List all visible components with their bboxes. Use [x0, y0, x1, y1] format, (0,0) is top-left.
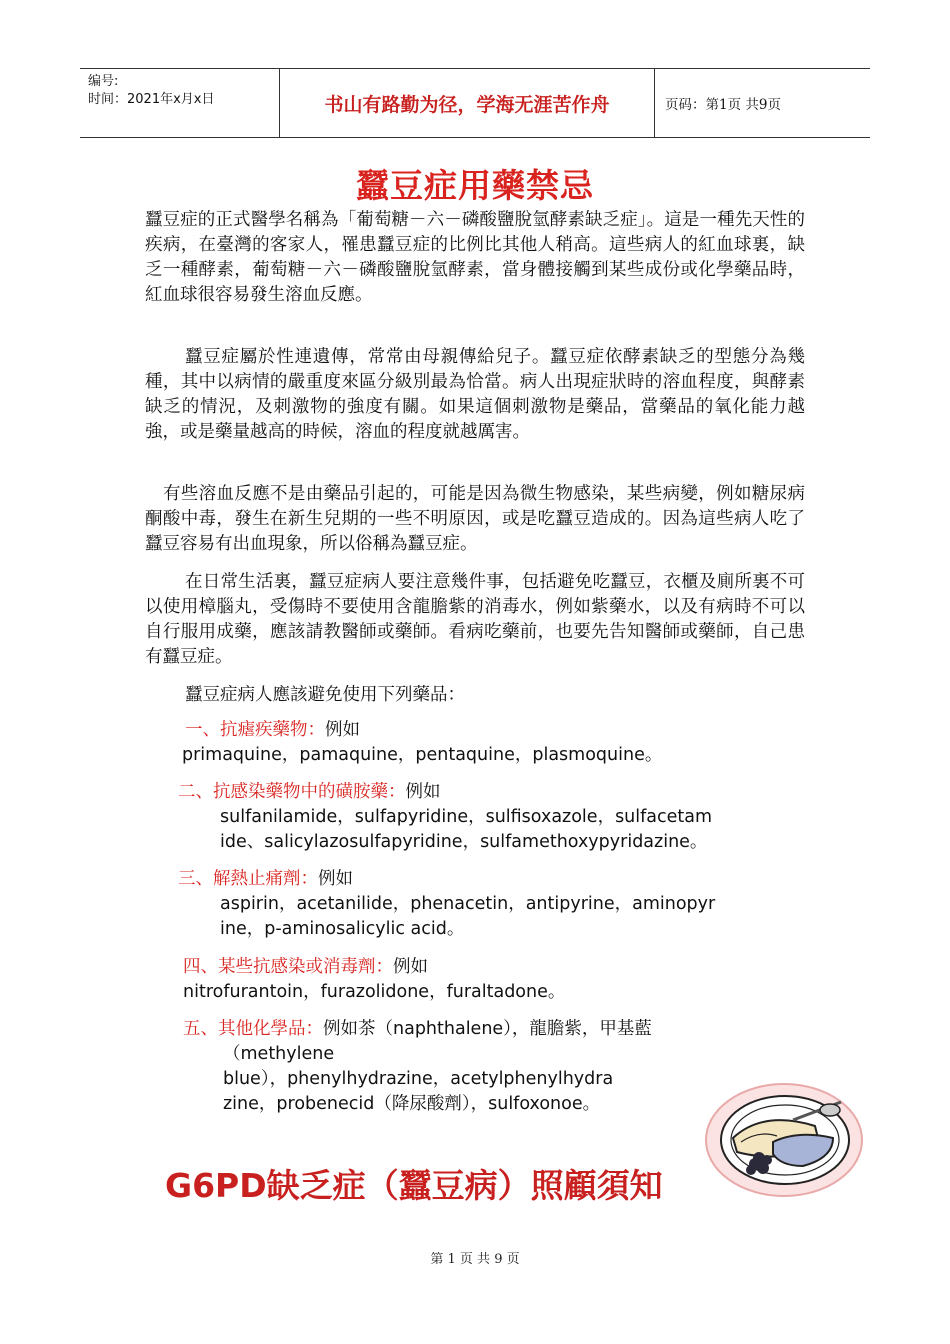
paragraph-inheritance: 蠶豆症屬於性連遺傳，常常由母親傳給兒子。蠶豆症依酵素缺乏的型態分為幾種，其中以病情的嚴重度來區分級別最為恰當。病人出現症狀時的溶血程度，與酵素缺乏的情況，及刺激物的強度有關。如果這個刺激物是藥品，當藥品的氧化能力越強，或是藥量越高的時候，溶血的程度就越厲害。 — [145, 347, 805, 442]
drug-item-antimalarial — [182, 718, 663, 768]
drug-item-examples: aspirin，acetanilide，phenacetin，antipyrine，aminopyr — [220, 894, 716, 914]
paragraph-other-causes: 有些溶血反應不是由藥品引起的，可能是因為微生物感染，某些病變，例如糖尿病酮酸中毒，發生在新生兒期的一些不明原因，或是吃蠶豆造成的。因為這些病人吃了蠶豆容易有出血現象，所以俗稱為蠶豆症。 — [145, 484, 805, 554]
drug-item-label: 四、某些抗感染或消毒劑： — [183, 957, 393, 977]
page-title: 蠶豆症用藥禁忌 — [356, 166, 594, 205]
drug-item-examples: ide、salicylazosulfapyridine，sulfamethoxypyridazine。 — [220, 832, 708, 852]
drug-item-label: 五、其他化學品： — [183, 1019, 323, 1039]
berry — [746, 1165, 756, 1175]
g6pd-subtitle: G6PD缺乏症（蠶豆病）照顧須知 — [165, 1166, 663, 1205]
drug-item-examples: （methylene — [223, 1044, 335, 1064]
drug-item-label: 三、解熱止痛劑： — [178, 869, 318, 889]
paragraph-definition: 蠶豆症的正式醫學名稱為「葡萄糖－六－磷酸鹽脫氫酵素缺乏症」。這是一種先天性的疾病，在臺灣的客家人，罹患蠶豆症的比例比其他人稍高。這些病人的紅血球裏，缺乏一種酵素，葡萄糖－六－磷酸鹽脫氫酵素，當身體接觸到某些成份或化學藥品時，紅血球很容易發生溶血反應。 — [145, 210, 805, 305]
drug-item-examples: zine，probenecid（降尿酸劑），sulfoxonoe。 — [223, 1094, 601, 1114]
spoon — [820, 1104, 840, 1116]
drug-item-examples: nitrofurantoin，furazolidone，furaltadone。 — [183, 982, 566, 1002]
drug-item-prefix: 例如 — [393, 957, 428, 977]
paragraph-daily-care: 在日常生活裏，蠶豆症病人要注意幾件事，包括避免吃蠶豆，衣櫃及廁所裏不可以使用樟腦丸，受傷時不要使用含龍膽紫的消毒水，例如紫藥水，以及有病時不可以自行服用成藥，應該請教醫師或藥師。看病吃藥前，也要先告知醫師或藥師，自己患有蠶豆症。 — [145, 572, 805, 667]
drug-item-prefix: 例如 — [405, 782, 441, 802]
drug-item-analgesics — [178, 867, 715, 942]
time-label: 时间：2021年x月x日 — [88, 92, 215, 107]
drug-item-examples: ine，p-aminosalicylic acid。 — [220, 919, 465, 939]
drug-item-label: 二、抗感染藥物中的磺胺藥： — [178, 782, 406, 802]
drug-item-examples: sulfanilamide，sulfapyridine，sulfisoxazole，sulfacetam — [220, 807, 713, 827]
page-footer: 第 1 页 共 9 页 — [430, 1252, 520, 1267]
header-meta — [80, 69, 280, 137]
drug-item-chemicals — [183, 1017, 652, 1117]
drug-item-examples: blue），phenylhydrazine，acetylphenylhydra — [223, 1069, 614, 1089]
drug-item-prefix: 例如 — [318, 869, 353, 889]
header-motto: 书山有路勤为径，学海无涯苦作舟 — [280, 69, 655, 137]
drug-item-disinfectants — [183, 955, 565, 1005]
berry — [762, 1155, 772, 1165]
drug-item-examples: primaquine，pamaquine，pentaquine，plasmoquine。 — [182, 745, 663, 765]
drug-item-sulfonamides — [178, 780, 712, 855]
page-header — [80, 68, 870, 138]
drug-item-label: 一、抗瘧疾藥物： — [185, 720, 325, 740]
food-plate-illustration — [703, 1080, 865, 1200]
drug-list-intro: 蠶豆症病人應該避免使用下列藥品： — [185, 685, 465, 705]
drug-item-prefix: 例如茶（naphthalene），龍膽紫，甲基藍 — [323, 1019, 652, 1039]
header-page-info: 页码：第1页 共9页 — [665, 97, 781, 113]
number-label: 编号: — [88, 74, 119, 89]
drug-item-prefix: 例如 — [325, 720, 360, 740]
